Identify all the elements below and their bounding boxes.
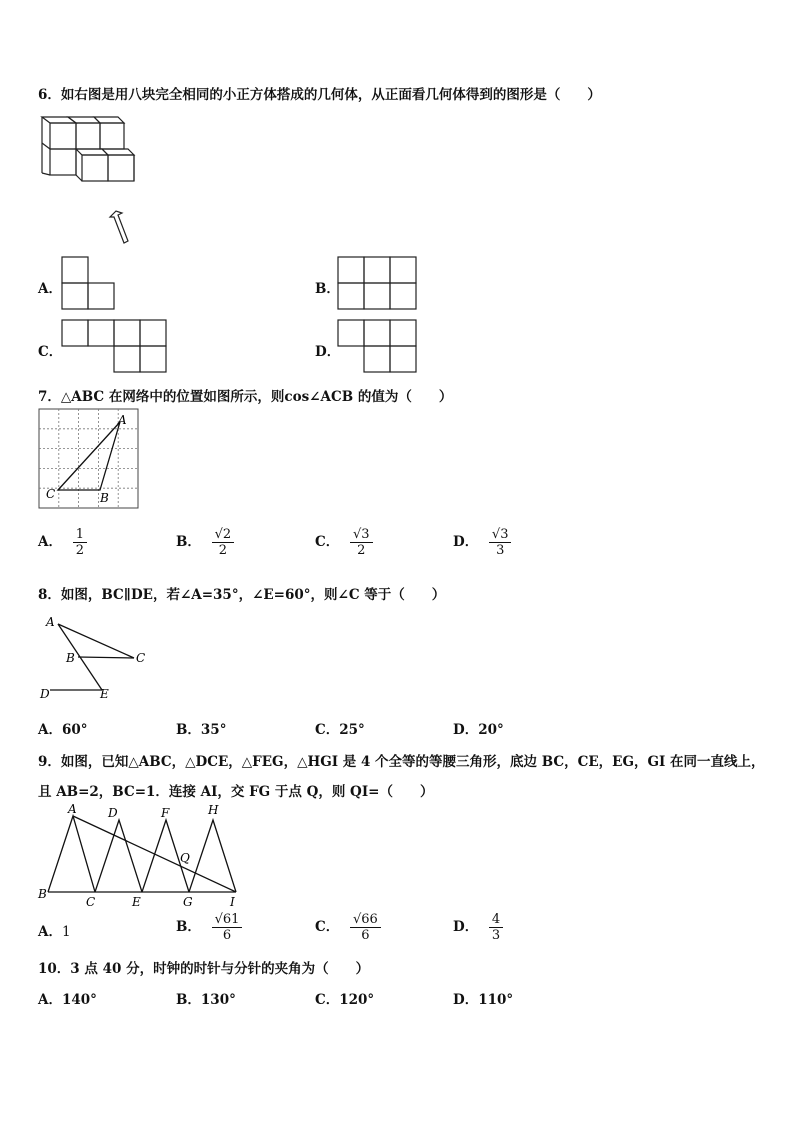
q6-option-a-label[interactable]: A． (38, 281, 62, 297)
q9-point-q-label: Q (180, 851, 190, 865)
q7-option-d-letter: D． (453, 534, 479, 550)
q6-option-c-figure[interactable] (60, 318, 172, 376)
q9-option-c-den: 6 (361, 928, 370, 943)
question-10-text: 10．3 点 40 分，时钟的时针与分针的夹角为（ ） (38, 961, 370, 977)
q9-option-c[interactable] (315, 912, 381, 943)
q8-option-b[interactable]: B．35° (176, 722, 227, 738)
q9-option-c-num: √66 (350, 912, 381, 928)
q7-option-b[interactable] (176, 527, 234, 558)
q7-option-c-den: 2 (357, 543, 366, 558)
q8-point-d-label: D (40, 687, 50, 701)
q7-option-c-fraction (350, 527, 373, 558)
q7-option-a-num: 1 (73, 527, 87, 543)
q9-option-b-fraction (212, 912, 243, 943)
q7-option-d-fraction (489, 527, 512, 558)
q6-option-b-label[interactable]: B． (315, 281, 340, 297)
q9-option-c-fraction (350, 912, 381, 943)
question-9-text-line-1: 9．如图，已知△ABC，△DCE，△FEG，△HGI 是 4 个全等的等腰三角形，底边 BC，CE，EG，GI 在同一直线上， (38, 754, 765, 770)
q7-option-d-num: √3 (489, 527, 512, 543)
q8-point-c-label: C (136, 651, 146, 665)
q9-option-d-fraction (489, 912, 503, 943)
q8-option-d[interactable]: D．20° (453, 722, 504, 738)
q7-option-a-den: 2 (75, 543, 84, 558)
question-9-text-line-2: 且 AB=2，BC=1．连接 AI，交 FG 于点 Q，则 QI=（ ） (38, 784, 434, 800)
q9-option-d-num: 4 (489, 912, 503, 928)
q10-option-b[interactable]: B．130° (176, 992, 236, 1008)
q9-point-a-label: A (68, 802, 77, 816)
q6-option-a-figure[interactable] (60, 255, 118, 313)
q7-point-c-label: C (46, 487, 56, 501)
view-direction-arrow-icon (110, 211, 128, 243)
question-8-text: 8．如图，BC∥DE，若∠A=35°，∠E=60°，则∠C 等于（ ） (38, 587, 446, 603)
q9-option-c-letter: C． (315, 919, 340, 935)
q8-parallel-lines-figure (38, 610, 150, 702)
q9-point-e-label: E (132, 895, 141, 909)
q8-point-e-label: E (100, 687, 109, 701)
q9-point-c-label: C (86, 895, 96, 909)
q9-point-d-label: D (108, 806, 118, 820)
q6-option-c-label[interactable]: C． (38, 344, 63, 360)
q9-point-f-label: F (161, 806, 170, 820)
q7-option-b-letter: B． (176, 534, 201, 550)
q9-point-g-label: G (183, 895, 193, 909)
question-7-text: 7．△ABC 在网络中的位置如图所示，则cos∠ACB 的值为（ ） (38, 389, 453, 405)
q10-option-c[interactable]: C．120° (315, 992, 375, 1008)
q8-point-b-label: B (66, 651, 75, 665)
q7-option-b-num: √2 (212, 527, 235, 543)
q9-option-b-den: 6 (222, 928, 232, 943)
q7-option-b-fraction (212, 527, 235, 558)
q9-option-d[interactable] (453, 912, 503, 943)
q6-solid-figure (38, 113, 138, 248)
q9-option-a-letter: A． (38, 924, 62, 940)
q8-option-c[interactable]: C．25° (315, 722, 365, 738)
q8-option-a[interactable]: A．60° (38, 722, 88, 738)
q9-triangles-figure (36, 800, 246, 912)
q9-option-d-letter: D． (453, 919, 479, 935)
q7-option-a[interactable] (38, 527, 87, 558)
q7-point-a-label: A (118, 413, 127, 427)
q10-option-a[interactable]: A．140° (38, 992, 97, 1008)
q9-option-d-den: 3 (491, 928, 501, 943)
q7-option-d[interactable] (453, 527, 511, 558)
q6-option-d-figure[interactable] (336, 318, 422, 376)
q9-point-h-label: H (208, 803, 219, 817)
q6-option-d-label[interactable]: D． (315, 344, 341, 360)
q9-option-b[interactable] (176, 912, 242, 943)
q8-point-a-label: A (46, 615, 55, 629)
q9-option-b-letter: B． (176, 919, 201, 935)
q9-point-i-label: I (230, 895, 235, 909)
q7-option-a-letter: A． (38, 534, 62, 550)
q7-option-d-den: 3 (496, 543, 505, 558)
q9-option-a[interactable] (38, 920, 71, 940)
q7-option-c-num: √3 (350, 527, 373, 543)
q7-point-b-label: B (100, 491, 109, 505)
q9-option-b-num: √61 (212, 912, 243, 928)
q10-option-d[interactable]: D．110° (453, 992, 514, 1008)
q7-option-c[interactable] (315, 527, 373, 558)
q9-point-b-label: B (38, 887, 47, 901)
q7-option-c-letter: C． (315, 534, 340, 550)
q7-grid-figure (38, 408, 140, 510)
question-6-text: 6．如右图是用八块完全相同的小正方体搭成的几何体，从正面看几何体得到的图形是（ ） (38, 87, 601, 103)
q7-option-b-den: 2 (218, 543, 228, 558)
q6-option-b-figure[interactable] (336, 255, 420, 313)
q9-option-a-value: 1 (61, 924, 71, 940)
q7-option-a-fraction (73, 527, 87, 558)
